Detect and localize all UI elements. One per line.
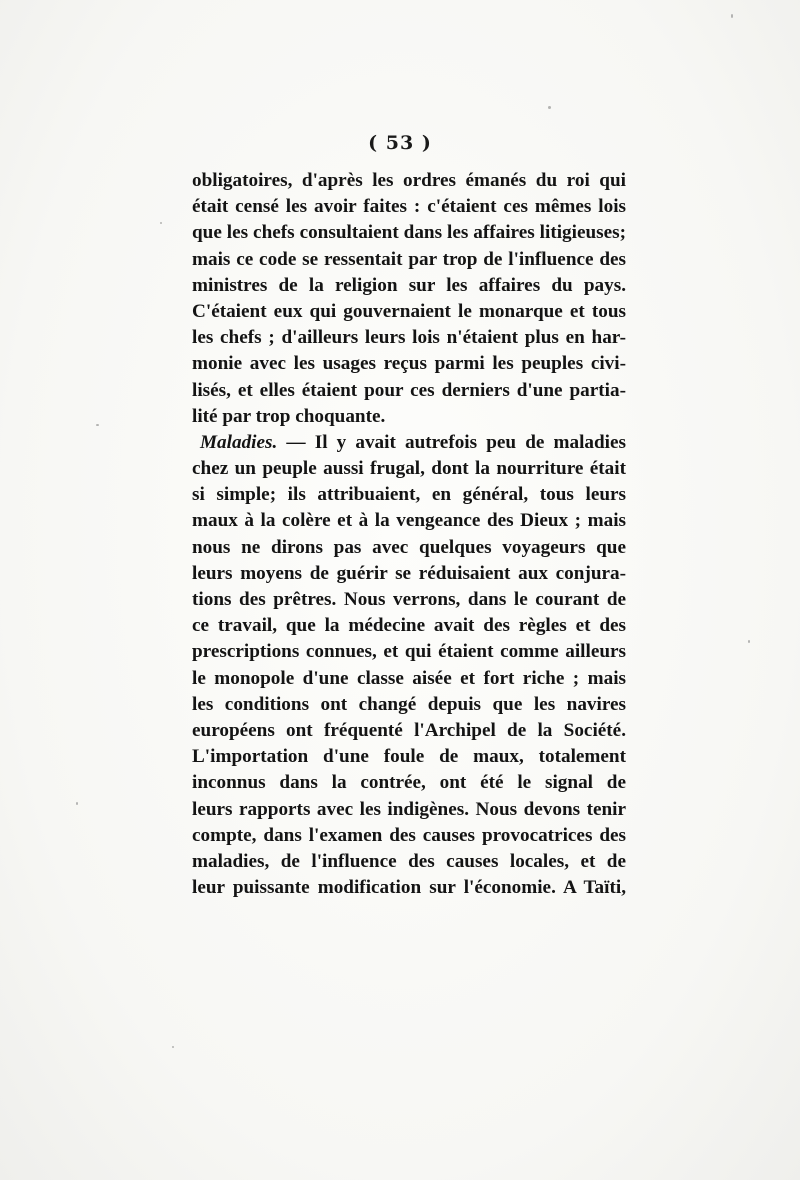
text-line: maladies, de l'influence des causes locales, et de [192,850,626,872]
text-line: ministres de la religion sur les affaires du pays. [192,274,626,296]
text-line: si simple; ils attribuaient, en général, tous leurs [192,484,626,506]
text-line: obligatoires, d'après les ordres émanés du roi qui [192,170,626,191]
text-line: le monopole d'une classe aisée et fort riche ; mais [192,667,626,689]
text-line: européens ont fréquenté l'Archipel de la Société. [192,719,626,741]
text-line: lité par trop choquante. [192,405,386,427]
text-line: compte, dans l'examen des causes provocatrices des [192,824,626,846]
text-line: leurs rapports avec les indigènes. Nous devons tenir [192,798,626,820]
text-line: maux à la colère et à la vengeance des Dieux ; mais [192,510,626,532]
paper-speck [160,222,162,224]
text-line: ce travail, que la médecine avait des règles et des [192,615,626,637]
text-line: les chefs ; d'ailleurs leurs lois n'étaient plus en har- [192,327,626,349]
text-line: leurs moyens de guérir se réduisaient aux conjura- [192,562,626,584]
paper-speck [96,424,99,426]
text-line: inconnus dans la contrée, ont été le signal de [192,772,626,794]
text-line: tions des prêtres. Nous verrons, dans le courant de [192,589,626,610]
text-line: chez un peuple aussi frugal, dont la nourriture était [192,458,626,480]
text-line: mais ce code se ressentait par trop de l'influence des [192,248,626,270]
paper-speck [172,1046,174,1048]
text-line: que les chefs consultaient dans les affaires litigieuses; [192,222,626,244]
paper-speck [76,802,78,805]
paragraph-title: Maladies. [200,431,278,453]
page-number: ( 53 ) [368,132,432,154]
text-line: monie avec les usages reçus parmi les peuples civi- [192,353,626,375]
text-line: lisés, et elles étaient pour ces derniers d'une partia- [192,379,626,401]
text-line: C'étaient eux qui gouvernaient le monarque et tous [192,300,626,322]
text-line: les conditions ont changé depuis que les navires [192,693,626,715]
paper-speck [731,14,733,18]
text-line: prescriptions connues, et qui étaient comme ailleurs [192,641,626,663]
body-text [192,168,626,901]
text-line: L'importation d'une foule de maux, totalement [192,746,626,768]
paragraph-first-line-text: — Il y avait autrefois peu de maladies [286,431,626,453]
text-line: était censé les avoir faites : c'étaient ces mêmes lois [192,196,626,218]
paper-speck [748,640,750,643]
paper-speck [548,106,551,109]
text-line: nous ne dirons pas avec quelques voyageurs que [192,536,626,558]
paragraph-first-line [192,430,626,456]
text-line: leur puissante modification sur l'économie. A Taïti, [192,877,626,899]
